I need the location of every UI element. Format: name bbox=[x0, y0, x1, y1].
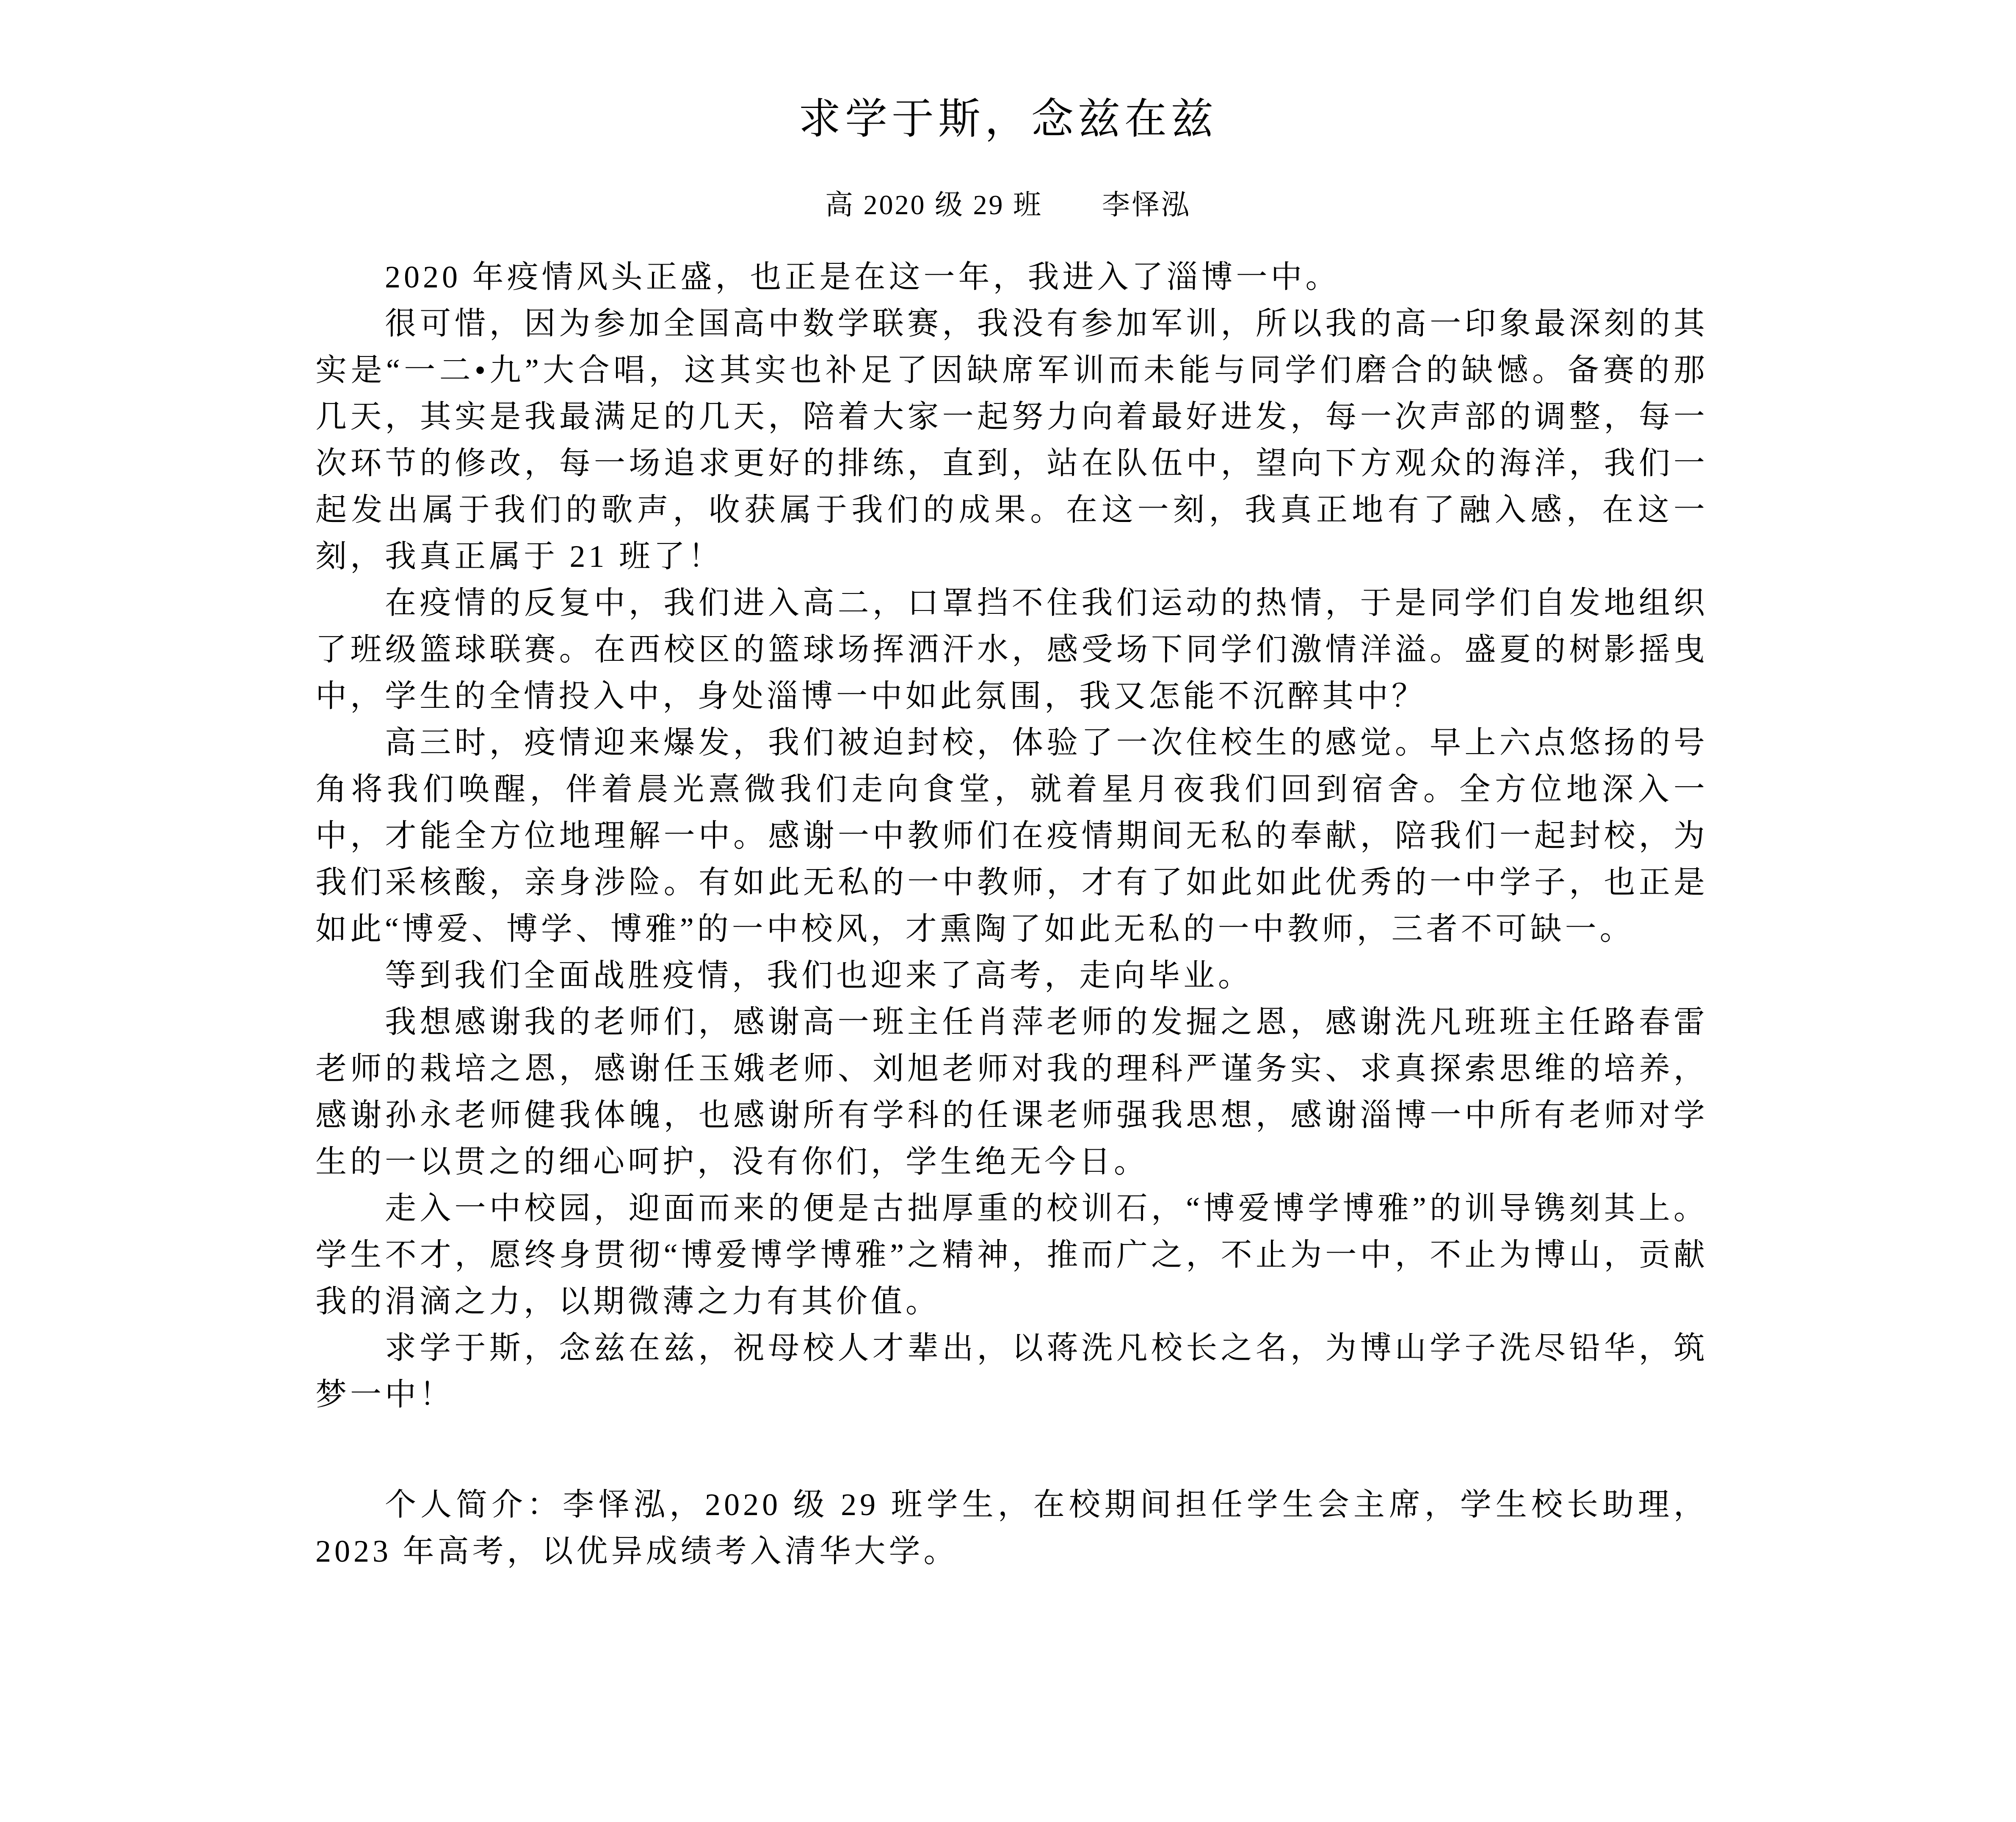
paragraph-wish: 求学于斯，念兹在兹，祝母校人才辈出，以蒋洗凡校长之名，为博山学子洗尽铅华，筑梦一中！ bbox=[315, 1331, 1708, 1412]
document-byline: 高 2020 级 29 班 李怿泓 bbox=[825, 190, 1191, 221]
paragraph-lockdown: 高三时，疫情迎来爆发，我们被迫封校，体验了一次住校生的感觉。早上六点悠扬的号角将我们唤醒，伴着晨光熹微我们走向食堂，就着星月夜我们回到宿舍。全方位地深入一中，才能全方位地理解一中。感谢一中教师们在疫情期间无私的奉献，陪我们一起封校，为我们采核酸，亲身涉险。有如此无私的一中教师，才有了如此如此优秀的一中学子，也正是如此“博爱、博学、博雅”的一中校风，才熏陶了如此无私的一中教师，三者不可缺一。 bbox=[315, 726, 1708, 947]
document-body bbox=[315, 254, 1708, 1575]
paragraph-basketball: 在疫情的反复中，我们进入高二，口罩挡不住我们运动的热情，于是同学们自发地组织了班级篮球联赛。在西校区的篮球场挥洒汗水，感受场下同学们激情洋溢。盛夏的树影摇曳中，学生的全情投入中，身处淄博一中如此氛围，我又怎能不沉醉其中？ bbox=[315, 586, 1708, 714]
paragraph-thanks: 我想感谢我的老师们，感谢高一班主任肖萍老师的发掘之恩，感谢洗凡班班主任路春雷老师的栽培之恩，感谢任玉娥老师、刘旭老师对我的理科严谨务实、求真探索思维的培养，感谢孙永老师健我体魄，也感谢所有学科的任课老师强我思想，感谢淄博一中所有老师对学生的一以贯之的细心呵护，没有你们，学生绝无今日。 bbox=[315, 1005, 1708, 1179]
paragraph-motto: 走入一中校园，迎面而来的便是古拙厚重的校训石，“博爱博学博雅”的训导镌刻其上。学生不才，愿终身贯彻“博爱博学博雅”之精神，推而广之，不止为一中，不止为博山，贡献我的涓滴之力，以期微薄之力有其价值。 bbox=[315, 1191, 1708, 1319]
paragraph-gaokao: 等到我们全面战胜疫情，我们也迎来了高考，走向毕业。 bbox=[385, 958, 1253, 993]
paragraph-bio: 个人简介：李怿泓，2020 级 29 班学生，在校期间担任学生会主席，学生校长助理，2023 年高考，以优异成绩考入清华大学。 bbox=[315, 1488, 1708, 1569]
document-title: 求学于斯，念兹在兹 bbox=[798, 96, 1218, 143]
paragraph-chorus: 很可惜，因为参加全国高中数学联赛，我没有参加军训，所以我的高一印象最深刻的其实是“一二•九”大合唱，这其实也补足了因缺席军训而未能与同学们磨合的缺憾。备赛的那几天，其实是我最满足的几天，陪着大家一起努力向着最好进发，每一次声部的调整，每一次环节的修改，每一场追求更好的排练，直到，站在队伍中，望向下方观众的海洋，我们一起发出属于我们的歌声，收获属于我们的成果。在这一刻，我真正地有了融入感，在这一刻，我真正属于 21 班了！ bbox=[315, 306, 1708, 574]
paragraph-intro: 2020 年疫情风头正盛，也正是在这一年，我进入了淄博一中。 bbox=[385, 260, 1340, 295]
